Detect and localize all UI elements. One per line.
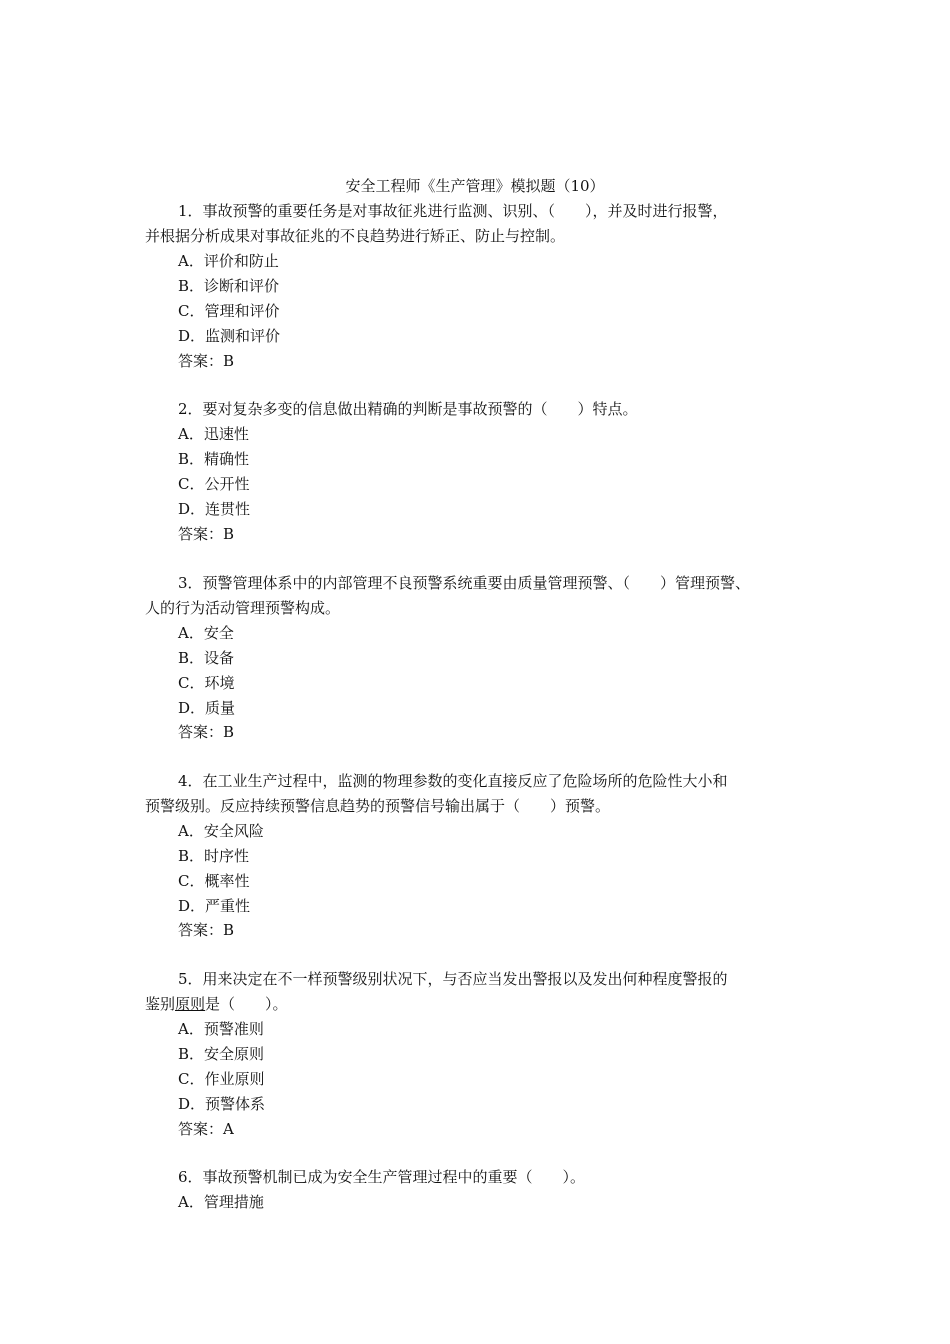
question-5-option-d: D．预警体系 xyxy=(178,1095,266,1113)
question-2-option-d: D．连贯性 xyxy=(178,500,251,518)
question-3-answer: 答案：B xyxy=(178,723,235,741)
question-1-stem-line-2: 并根据分析成果对事故征兆的不良趋势进行矫正、防止与控制。 xyxy=(145,227,566,245)
question-5-stem-text-c: 是（ ）。 xyxy=(205,995,288,1013)
question-4-option-a: A．安全风险 xyxy=(178,822,264,840)
question-2-answer: 答案：B xyxy=(178,525,235,543)
question-1-option-a: A．评价和防止 xyxy=(178,252,279,270)
question-1-stem-line-1: 1．事故预警的重要任务是对事故征兆进行监测、识别、（ ），并及时进行报警， xyxy=(178,202,728,220)
question-5-option-c: C．作业原则 xyxy=(178,1070,265,1088)
question-3-stem-line-1: 3．预警管理体系中的内部管理不良预警系统重要由质量管理预警、（ ）管理预警、 xyxy=(178,574,751,592)
question-5-option-a: A．预警准则 xyxy=(178,1020,264,1038)
question-2-option-c: C．公开性 xyxy=(178,475,250,493)
question-3-stem-line-2: 人的行为活动管理预警构成。 xyxy=(145,599,341,617)
question-1-option-b: B．诊断和评价 xyxy=(178,277,280,295)
question-4-option-c: C．概率性 xyxy=(178,872,250,890)
question-2-stem-line-1: 2．要对复杂多变的信息做出精确的判断是事故预警的（ ）特点。 xyxy=(178,400,638,418)
question-4-stem-line-1: 4．在工业生产过程中，监测的物理参数的变化直接反应了危险场所的危险性大小和 xyxy=(178,772,728,790)
question-1-answer: 答案：B xyxy=(178,352,235,370)
question-3-option-c: C．环境 xyxy=(178,674,235,692)
question-5-option-b: B．安全原则 xyxy=(178,1045,265,1063)
question-2-option-b: B．精确性 xyxy=(178,450,250,468)
question-3-option-a: A．安全 xyxy=(178,624,234,642)
question-5-stem-line-2 xyxy=(145,994,288,1014)
question-1-option-c: C．管理和评价 xyxy=(178,302,280,320)
question-4-stem-line-2: 预警级别。反应持续预警信息趋势的预警信号输出属于（ ）预警。 xyxy=(145,797,611,815)
question-3-option-b: B．设备 xyxy=(178,649,235,667)
question-2-option-a: A．迅速性 xyxy=(178,425,249,443)
question-4-option-b: B．时序性 xyxy=(178,847,250,865)
question-5-stem-text-a: 鉴别 xyxy=(145,995,176,1013)
question-4-option-d: D．严重性 xyxy=(178,897,251,915)
question-5-stem-underlined-term: 原则 xyxy=(175,995,206,1013)
question-3-option-d: D．质量 xyxy=(178,699,236,717)
question-5-stem-line-1: 5．用来决定在不一样预警级别状况下，与否应当发出警报以及发出何种程度警报的 xyxy=(178,970,728,988)
question-6-stem-line-1: 6．事故预警机制已成为安全生产管理过程中的重要（ ）。 xyxy=(178,1168,586,1186)
question-5-answer: 答案：A xyxy=(178,1120,234,1138)
question-6-option-a: A．管理措施 xyxy=(178,1193,264,1211)
question-4-answer: 答案：B xyxy=(178,921,235,939)
question-1-option-d: D．监测和评价 xyxy=(178,327,281,345)
document-title: 安全工程师《生产管理》模拟题（10） xyxy=(345,177,605,195)
